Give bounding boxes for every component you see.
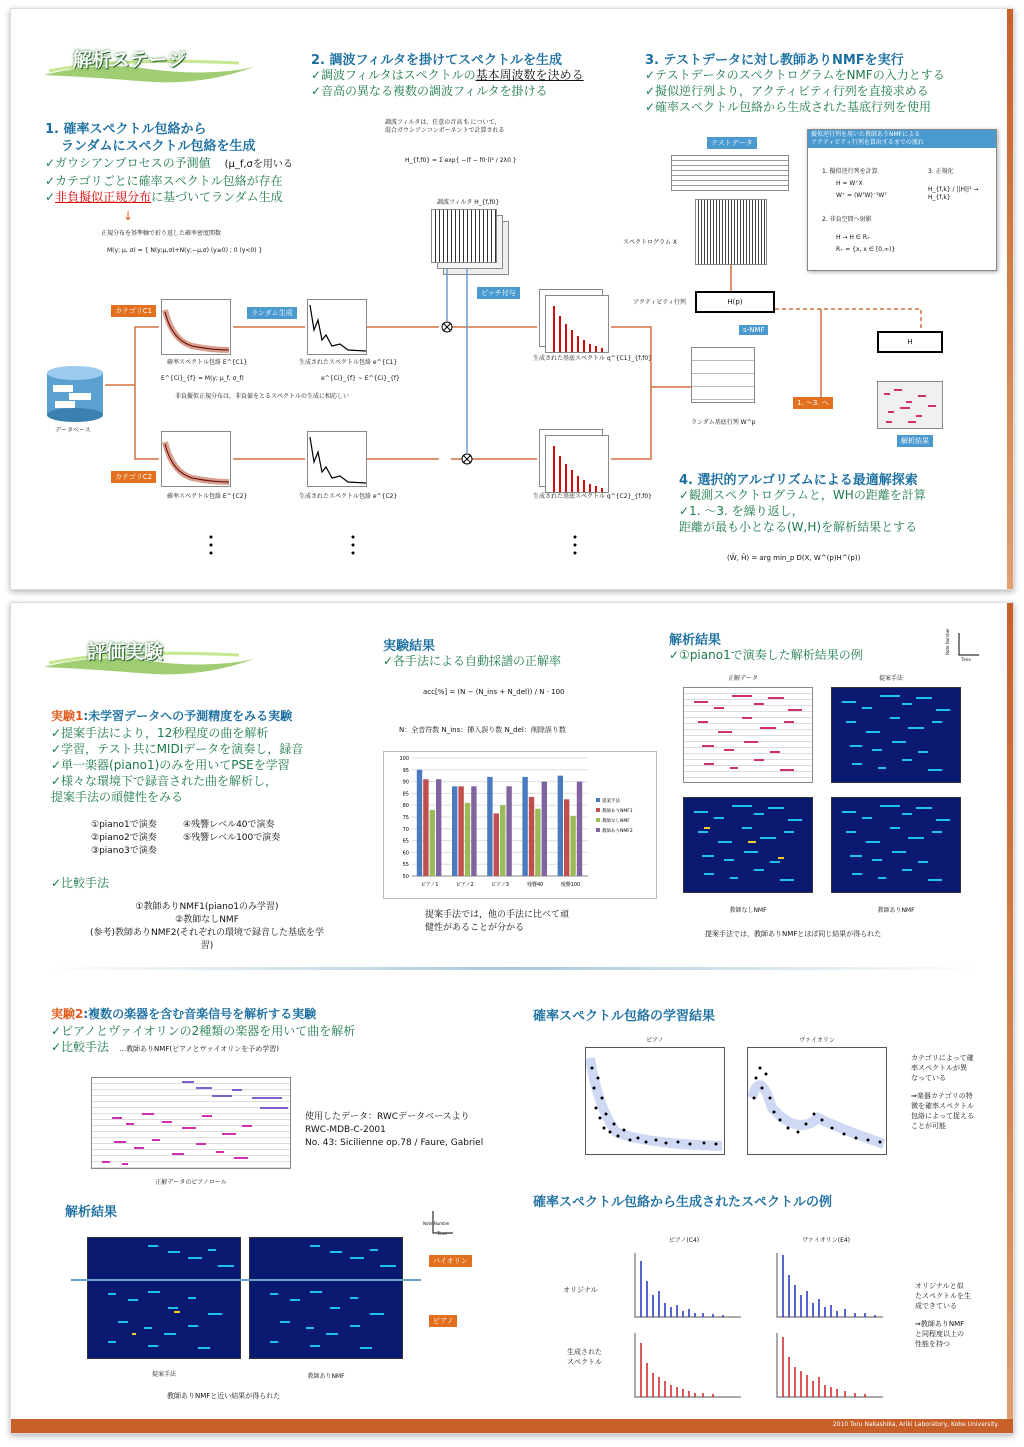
env-note-1: カテゴリによって確 <box>911 1054 974 1062</box>
s1-bullet-2: ✓カテゴリごとに確率スペクトル包絡が存在 <box>45 174 283 188</box>
s1-arrow: ↓ <box>123 209 134 223</box>
accuracy-chart-svg <box>384 752 658 900</box>
y-tick-label: 85 <box>402 791 409 798</box>
s2-note-2: 混合ガウシアンコンポーネントで計算される <box>385 127 505 134</box>
accuracy-chart <box>383 751 657 899</box>
exp2-split-line <box>71 1279 421 1281</box>
env-note-7: ことが可能 <box>911 1122 946 1130</box>
legend-label: 教師ありNMF1 <box>602 809 633 814</box>
y-tick-label: 50 <box>402 874 409 880</box>
s3-bullet-3: ✓確率スペクトル包絡から生成された基底行列を使用 <box>645 100 932 114</box>
unsup-label: 教師なしNMF <box>729 907 767 914</box>
gen-note-4: ⇒教師ありNMF <box>915 1320 965 1328</box>
method-1: ①教師ありNMF1(piano1のみ学習) <box>135 902 279 912</box>
prop-label: 提案手法 <box>878 675 903 682</box>
s1-title-1: 1. 確率スペクトル包絡から <box>45 122 207 137</box>
bar <box>430 810 435 876</box>
piano-tag: ピアノ <box>429 1315 457 1327</box>
generated-label-2: スペクトル <box>567 1358 602 1366</box>
exp2-sup-label: 教師ありNMF <box>307 1373 345 1380</box>
result-pianoroll <box>877 381 943 429</box>
gt-notes <box>684 688 814 784</box>
generated-label <box>567 1347 602 1367</box>
cond-1: ①piano1で演奏 <box>91 820 157 830</box>
y-tick-label: 100 <box>399 756 409 762</box>
bar <box>436 779 441 876</box>
cond-2: ②piano2で演奏 <box>91 833 157 843</box>
ana-title: 解析結果 <box>669 633 722 648</box>
evaluation-panel <box>10 602 1014 1434</box>
info-eq-1: H = W⁺X <box>836 180 863 187</box>
piano-scatter <box>586 1048 726 1156</box>
flow-note: 非負擬似正規分布は，非負値をとるスペクトルの生成に相応しい <box>175 393 350 400</box>
exp1-bullet-5: 提案手法の頑健性をみる <box>51 790 184 804</box>
exp2-bullet-2: ✓比較手法 <box>51 1040 110 1054</box>
database-label: データベース <box>55 427 91 434</box>
s2-title: 2. 調波フィルタを掛けてスペクトルを生成 <box>311 53 562 68</box>
exp2-prop-notes <box>88 1238 242 1360</box>
axis-icon <box>957 631 981 659</box>
bar <box>465 803 470 876</box>
method-2: ②教師なしNMF <box>175 915 239 925</box>
s4-bullets <box>679 487 926 535</box>
exp2-sup-notes <box>250 1238 404 1360</box>
spectrogram-label: スペクトログラム X <box>623 239 677 246</box>
bar <box>452 786 457 876</box>
sup-roll-1 <box>831 797 961 893</box>
legend-swatch <box>596 798 600 802</box>
results-title: 実験結果 <box>383 639 436 654</box>
bar <box>494 813 499 876</box>
gt-pianoroll <box>683 687 813 783</box>
gen-note-2: たスペクトルを生 <box>915 1292 971 1300</box>
x-tick-label: ピアノ2 <box>455 882 474 888</box>
exp2-ana-title: 解析結果 <box>65 1205 118 1220</box>
gen-piano-spectrum <box>633 1331 743 1399</box>
info-title-1: 擬似逆行列を用いた教師ありNMFによる <box>811 131 921 138</box>
gen-piano-label: ピアノ(C4) <box>668 1237 700 1244</box>
s2-equation: H_{f,f0} = Σ exp{ −(f − f0·l)² / 2λ0 } <box>405 157 517 164</box>
results-conc-1: 提案手法では，他の手法に比べて頑 <box>425 910 570 920</box>
x-tick-label: 残響100 <box>560 882 581 888</box>
gen2-label: 生成されたスペクトル包絡 e^{C2} <box>299 493 398 500</box>
info-eq-3: H → H ∈ R₊ <box>836 234 871 241</box>
exp2-bullet-1: ✓ピアノとヴァイオリンの2種類の楽器を用いて曲を解析 <box>51 1024 356 1038</box>
gen-note-1: オリジナルと似 <box>915 1282 964 1290</box>
exp2-title-1: 実験2 <box>51 1007 84 1021</box>
random-tag: ランダム生成 <box>247 307 297 319</box>
test-score <box>671 155 789 191</box>
unsup-roll-1 <box>683 797 813 893</box>
legend-label: 提案手法 <box>602 799 620 804</box>
y-tick-label: 70 <box>402 826 409 833</box>
gen-notes <box>915 1281 971 1349</box>
axis-y-label-2: Note Number <box>423 1221 450 1226</box>
gen-violin-label: ヴァイオリン(E4) <box>801 1237 851 1244</box>
exp2-roll-label: 正解データのピアノロール <box>155 1179 227 1186</box>
base2-label: 生成された基底スペクトル q^{C2}_{f,f0} <box>533 493 652 500</box>
bar <box>458 786 463 876</box>
gen-note-3: 成できている <box>915 1302 957 1310</box>
s3-bullet-2: ✓擬似逆行列より，アクティビティ行列を直接求める <box>645 84 929 98</box>
pitch-tag: ピッチ付与 <box>477 287 520 299</box>
bar <box>570 816 575 876</box>
s1-note: 正規分布を基準軸で折り返した確率密度関数 <box>101 230 222 237</box>
results-bullet: ✓各手法による自動採譜の正解率 <box>383 654 562 668</box>
bar <box>500 805 505 876</box>
s4-bullet-1: ✓観測スペクトログラムと，WHの距離を計算 <box>679 488 926 502</box>
data-line-3: No. 43: Sicilienne op.78 / Faure, Gabriel <box>305 1138 484 1148</box>
y-tick-label: 95 <box>402 767 409 774</box>
exp1-bullet-3: ✓単一楽器(piano1)のみを用いてPSEを学習 <box>51 758 290 772</box>
bar <box>471 786 476 876</box>
y-tick-label: 60 <box>402 850 409 857</box>
banner-title: 解析ステージ <box>73 49 187 71</box>
exp2-data <box>305 1111 483 1150</box>
bar <box>542 782 547 876</box>
info-eq-5: H_{f,k} / ||H||² → H_{f,k} <box>928 186 979 201</box>
axis-x-label: Time <box>961 657 971 662</box>
filter-label: 調波フィルタ H_{f,f0} <box>437 199 500 206</box>
h-label: H <box>907 338 913 346</box>
h-box <box>877 331 943 353</box>
bar <box>522 777 527 876</box>
s4-bullet-3: 距離が最も小となる(W,H)を解析結果とする <box>679 520 918 534</box>
env2-label: 確率スペクトル包絡 E^{C2} <box>167 493 248 500</box>
x-tick-label: ピアノ1 <box>420 882 439 888</box>
bar <box>564 799 569 876</box>
bar <box>487 777 492 876</box>
results-conclusion <box>425 909 569 935</box>
exp2-conclusion: 教師ありNMFと近い結果が得られた <box>167 1392 281 1400</box>
y-tick-label: 90 <box>402 779 409 786</box>
cond-5: ⑤残響レベル100で演奏 <box>183 833 281 843</box>
footer-credit: 2010 Toru Nakashika, Ariki Laboratory, Kobe University. <box>832 1421 999 1428</box>
gt-label: 正解データ <box>727 675 758 682</box>
s2-bullet-1: ✓調波フィルタはスペクトルの <box>311 68 476 82</box>
exp2-bullet-2b: …教師ありNMF(ピアノとヴァイオリンを予め学習) <box>119 1045 279 1053</box>
exp1-compare: ✓比較手法 <box>51 876 110 890</box>
orig-violin-spectrum <box>775 1251 885 1319</box>
result-tag: 解析結果 <box>897 435 933 447</box>
gen1-label: 生成されたスペクトル包絡 e^{C1} <box>299 359 398 366</box>
x-tick-label: ピアノ3 <box>491 882 509 888</box>
bar <box>423 779 428 876</box>
s2-bullet-1-key: 基本周波数を決める <box>475 68 584 82</box>
s2-bullet-2: ✓音高の異なる複数の調波フィルタを掛ける <box>311 84 548 98</box>
legend-swatch <box>596 818 600 822</box>
cat2-tag: カテゴリC2 <box>111 471 156 483</box>
bar <box>529 797 534 876</box>
info-step-2: 2. 非負空間へ射影 <box>822 216 872 223</box>
data-line-1: 使用したデータ：RWCデータベースより <box>305 1112 470 1122</box>
exp1-methods <box>87 901 327 953</box>
prop-roll-1 <box>831 687 961 783</box>
exp2-bullets <box>51 1023 355 1055</box>
info-step-3: 3. 正規化 <box>928 168 954 175</box>
env-note-5: 徴を確率スペクトル <box>911 1102 974 1110</box>
axis-x-label-2: Time <box>437 1231 447 1236</box>
exp1-bullet-4: ✓様々な環境下で録音された曲を解析し， <box>51 774 278 788</box>
env-note-6: 包絡によって捉える <box>911 1112 974 1120</box>
activity-label: アクティビティ行列 <box>633 299 686 306</box>
back-to-1-3-tag: 1. ～3. へ <box>793 397 833 409</box>
random-base-matrix <box>691 347 755 403</box>
s3-title: 3. テストデータに対し教師ありNMFを実行 <box>645 53 904 68</box>
legend-label: 教師なしNMF <box>602 819 630 824</box>
exp1-bullets <box>51 725 303 805</box>
s3-bullet-1: ✓テストデータのスペクトログラムをNMFの入力とする <box>645 68 945 82</box>
exp1-title-2: :未学習データへの予測精度をみる実験 <box>83 709 293 723</box>
ana-bullet: ✓①piano1で演奏した解析結果の例 <box>669 648 863 662</box>
violin-envelope-plot <box>747 1047 887 1155</box>
x-tick-label: 残響40 <box>527 882 544 888</box>
sup1-notes <box>832 798 962 894</box>
result-notes <box>878 382 944 430</box>
legend-swatch <box>596 828 600 832</box>
exp2-prop-label: 提案手法 <box>151 1371 176 1378</box>
env-title: 確率スペクトル包絡の学習結果 <box>533 1009 716 1024</box>
testdata-tag: テストデータ <box>707 137 757 149</box>
s1-bullet-3-check: ✓ <box>45 190 56 204</box>
exp2-pianoroll <box>91 1077 291 1169</box>
exp2-prop-roll <box>87 1237 241 1359</box>
env-violin-label: ヴァイオリン <box>799 1037 835 1044</box>
footer-bar <box>11 1419 1013 1433</box>
s1-bullet-3-rest: に基づいてランダム生成 <box>151 190 283 204</box>
gen-note-5: と同程度以上の <box>915 1330 964 1338</box>
exp1-bullet-2: ✓学習，テスト共にMIDIデータを演奏し，録音 <box>51 742 304 756</box>
method-3: (参考)教師ありNMF2(それぞれの環境で録音した基底を学習) <box>90 928 324 951</box>
results-conc-2: 健性があることが分かる <box>425 923 525 933</box>
exp2-title <box>51 1005 316 1022</box>
hp-box <box>695 291 775 313</box>
hp-label: H(p) <box>727 298 743 306</box>
bar <box>577 782 582 876</box>
s1-bullet-3-key: 非負擬似正規分布 <box>55 190 152 204</box>
bar <box>558 776 563 876</box>
y-tick-label: 65 <box>402 838 409 845</box>
ana-conclusion: 提案手法では，教師ありNMFとほぼ同じ結果が得られた <box>705 930 882 938</box>
data-line-2: RWC-MDB-C-2001 <box>305 1125 386 1135</box>
piano-envelope-plot <box>585 1047 725 1155</box>
s1-title-2: ランダムにスペクトル包絡を生成 <box>61 139 256 154</box>
env-notes <box>911 1053 974 1131</box>
cat1-tag: カテゴリC1 <box>111 305 156 317</box>
s4-equation: (Ŵ, Ĥ) = arg min_p D(X, W^(p)H^(p)) <box>727 554 861 562</box>
exp1-bullet-1: ✓提案手法により，12秒程度の曲を解析 <box>51 726 269 740</box>
base1-label: 生成された基底スペクトル q^{C1}_{f,f0} <box>533 355 652 362</box>
flow-eq2: e^{Ci}_{f} ~ E^{Ci}_{f} <box>321 375 400 382</box>
spectrogram <box>695 199 767 265</box>
env-piano-label: ピアノ <box>646 1037 664 1044</box>
y-tick-label: 80 <box>402 803 409 810</box>
env-note-3: なっている <box>911 1074 946 1082</box>
info-step-1: 1. 擬似逆行列を計算 <box>822 168 878 175</box>
s1-bullet-1b: (μ_f,σを用いる <box>224 159 293 170</box>
exp1-title <box>51 707 292 724</box>
env-note-2: 率スペクトルが異 <box>911 1064 967 1072</box>
gen-violin-spectrum <box>775 1331 885 1399</box>
s3-bullets <box>645 67 945 115</box>
violin-tag: バイオリン <box>429 1255 472 1267</box>
banner-title-2: 評価実験 <box>87 641 164 663</box>
unsup1-notes <box>684 798 814 894</box>
legend-label: 教師ありNMF2 <box>602 829 633 834</box>
bar <box>535 809 540 876</box>
s2-note-1: 調波フィルタは，任意の音高 f₀ について， <box>385 119 501 126</box>
section-divider <box>43 967 983 970</box>
s1-equation: M(y; μ, σ) = { N(y;μ,σ)+N(y;−μ,σ) (y≥0) ; 0 (y<0) } <box>107 247 263 254</box>
pseudo-inverse-info <box>807 129 997 271</box>
info-eq-4: R₊ = {x, x ∈ [0,∞)} <box>836 246 896 253</box>
acc-legend: N：全音符数 N_ins：挿入誤り数 N_del：削除誤り数 <box>399 726 566 734</box>
orig-piano-spectrum <box>633 1251 743 1319</box>
exp2-notes <box>92 1078 292 1170</box>
bar <box>417 770 422 876</box>
y-tick-label: 75 <box>402 815 409 821</box>
analysis-stage-panel <box>10 8 1014 590</box>
gen-title: 確率スペクトル包絡から生成されたスペクトルの例 <box>533 1195 833 1210</box>
violin-scatter <box>748 1048 888 1156</box>
y-tick-label: 55 <box>402 862 409 869</box>
sup-label: 教師ありNMF <box>877 907 915 914</box>
axis-y-label: Note Number <box>945 628 950 655</box>
exp1-conditions-a <box>91 819 157 858</box>
cond-3: ③piano3で演奏 <box>91 846 157 856</box>
cond-4: ④残響レベル40で演奏 <box>183 820 275 830</box>
env-note-4: ⇒楽器カテゴリの特 <box>911 1092 973 1100</box>
exp2-title-2: :複数の楽器を含む音楽信号を解析する実験 <box>83 1007 317 1021</box>
exp2-sup-roll <box>249 1237 403 1359</box>
s1-bullet-1: ✓ガウシアンプロセスの予測値 <box>45 156 211 170</box>
randbase-label: ランダム基底行列 W^p <box>691 419 756 426</box>
s4-bullet-2: ✓1. ～3. を繰り返し， <box>679 504 804 518</box>
orig-label: オリジナル <box>563 1286 598 1294</box>
legend-swatch <box>596 808 600 812</box>
s4-title: 4. 選択的アルゴリズムによる最適解探索 <box>679 473 918 488</box>
env1-label: 確率スペクトル包絡 E^{C1} <box>167 359 248 366</box>
flow-eq1: E^{Ci}_{f} = M(y; μ_f, σ_f) <box>161 375 244 382</box>
bar <box>506 786 511 876</box>
generated-label-1: 生成された <box>567 1348 602 1356</box>
info-title-2: アクティビティ行列を算出するまでの流れ <box>811 139 924 146</box>
exp1-conditions-b <box>183 819 280 845</box>
side-bar-2 <box>1007 603 1013 1433</box>
info-eq-2: W⁺ = (WᵀW)⁻¹Wᵀ <box>836 192 887 199</box>
acc-equation: acc[%] = (N − (N_ins + N_del)) / N · 100 <box>423 688 565 696</box>
exp1-title-1: 実験1 <box>51 709 84 723</box>
prop1-notes <box>832 688 962 784</box>
snmf-tag: s-NMF <box>739 325 768 335</box>
gen-note-6: 性能を持つ <box>915 1340 950 1348</box>
